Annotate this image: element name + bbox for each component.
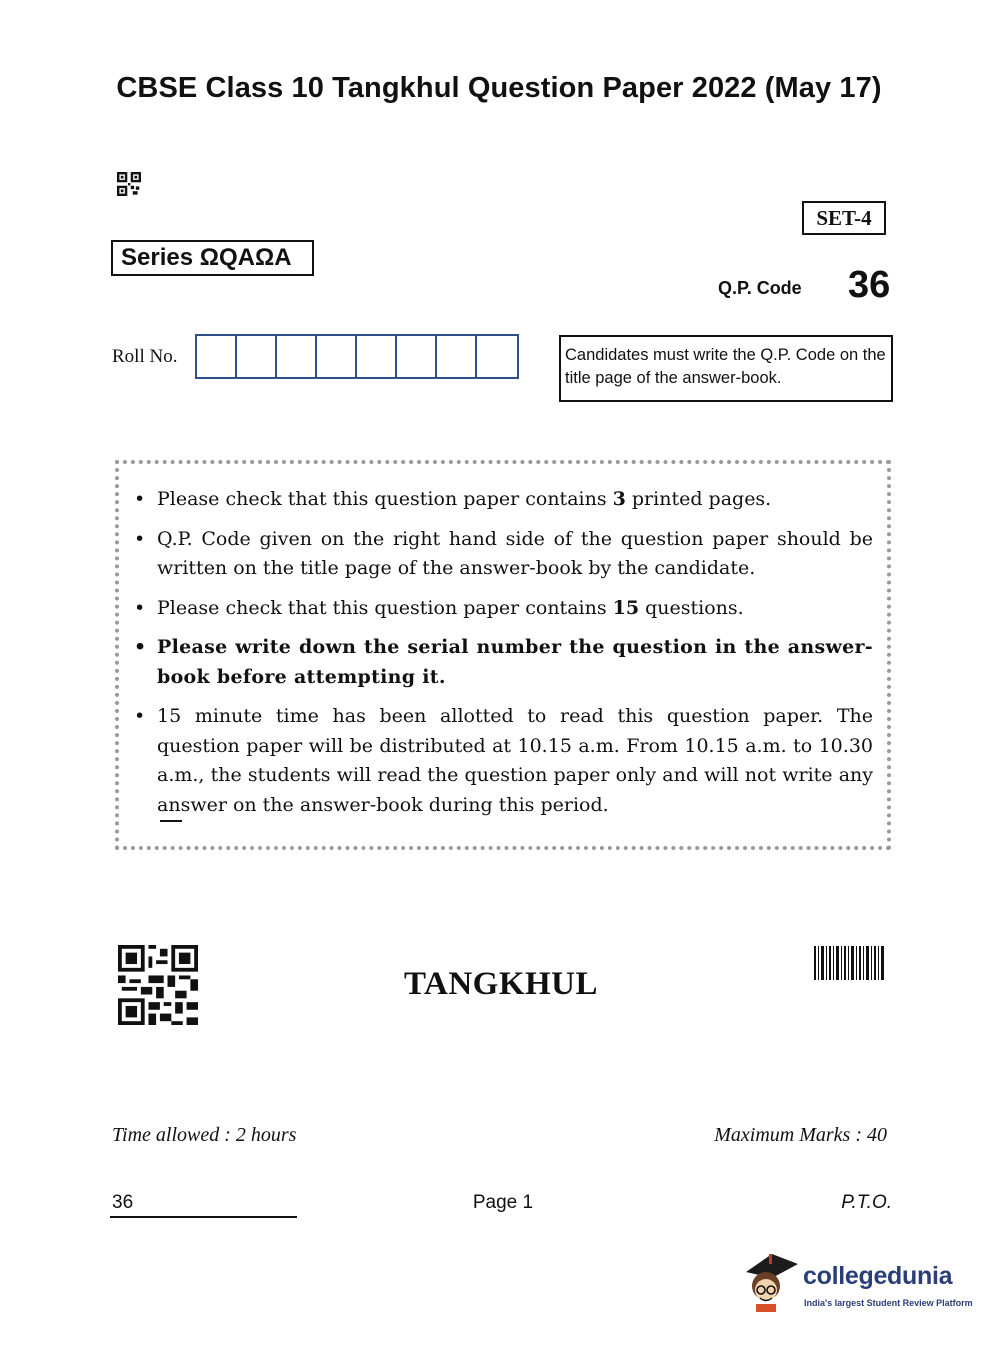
roll-number-cell[interactable] [477,336,517,377]
instruction-item [157,702,873,820]
instructions-box [115,460,891,850]
roll-number-cell[interactable] [357,336,397,377]
roll-number-cell[interactable] [317,336,357,377]
instruction-text: Please write down the serial number the question in the answer-book before attempting it. [157,636,873,688]
roll-number-label: Roll No. [112,346,178,367]
barcode-icon [814,946,884,980]
page-number: Page 1 [472,1192,534,1213]
instruction-item [157,525,873,584]
subject-title: TANGKHUL [403,966,599,1002]
page-title: CBSE Class 10 Tangkhul Question Paper 2022 (May 17) [116,72,882,104]
small-qr-code-icon [117,172,141,196]
instruction-count: 3 [612,488,626,510]
roll-number-cell[interactable] [277,336,317,377]
instruction-text: Q.P. Code given on the right hand side of the question paper should be written on the title page of the answer-book by the candidate. [157,527,873,579]
instruction-text: questions. [639,596,744,619]
footer-underline [110,1216,297,1218]
maximum-marks: Maximum Marks : 40 [714,1124,887,1146]
instruction-text: Please check that this question paper contains [157,596,613,619]
qp-code-note: Candidates must write the Q.P. Code on the title page of the answer-book. [559,335,893,402]
series-label: Series ΩQAΩA [111,240,314,276]
qp-code-label: Q.P. Code [718,278,802,298]
collegedunia-logo-text: collegedunia [803,1262,953,1290]
instruction-count: 15 [612,596,640,619]
roll-number-cell[interactable] [437,336,477,377]
instructions-list [157,485,873,830]
instruction-text: printed pages. [625,488,772,510]
divider-dash [160,820,182,822]
instruction-text: Please check that this question paper contains [157,488,613,510]
roll-number-cell[interactable] [397,336,437,377]
roll-number-cell[interactable] [197,336,237,377]
pto-label: P.T.O. [841,1192,892,1213]
instruction-item [157,633,873,692]
time-allowed: Time allowed : 2 hours [112,1124,297,1146]
set-label: SET-4 [802,201,886,235]
collegedunia-mascot-icon [742,1250,800,1314]
footer-qp-code: 36 [112,1192,134,1213]
roll-number-boxes[interactable] [195,334,519,379]
instruction-text: 15 minute time has been allotted to read this question paper. The question paper will be distributed at 10.15 a.m. From 10.15 a.m. to 10.30 a.m., the students will read the question paper only and will not write any answer on the answer-book during this period. [157,705,873,816]
instruction-item [157,485,873,515]
instruction-item [157,594,873,624]
qp-code-number: 36 [848,264,891,306]
collegedunia-tagline: India's largest Student Review Platform [804,1298,973,1308]
roll-number-cell[interactable] [237,336,277,377]
